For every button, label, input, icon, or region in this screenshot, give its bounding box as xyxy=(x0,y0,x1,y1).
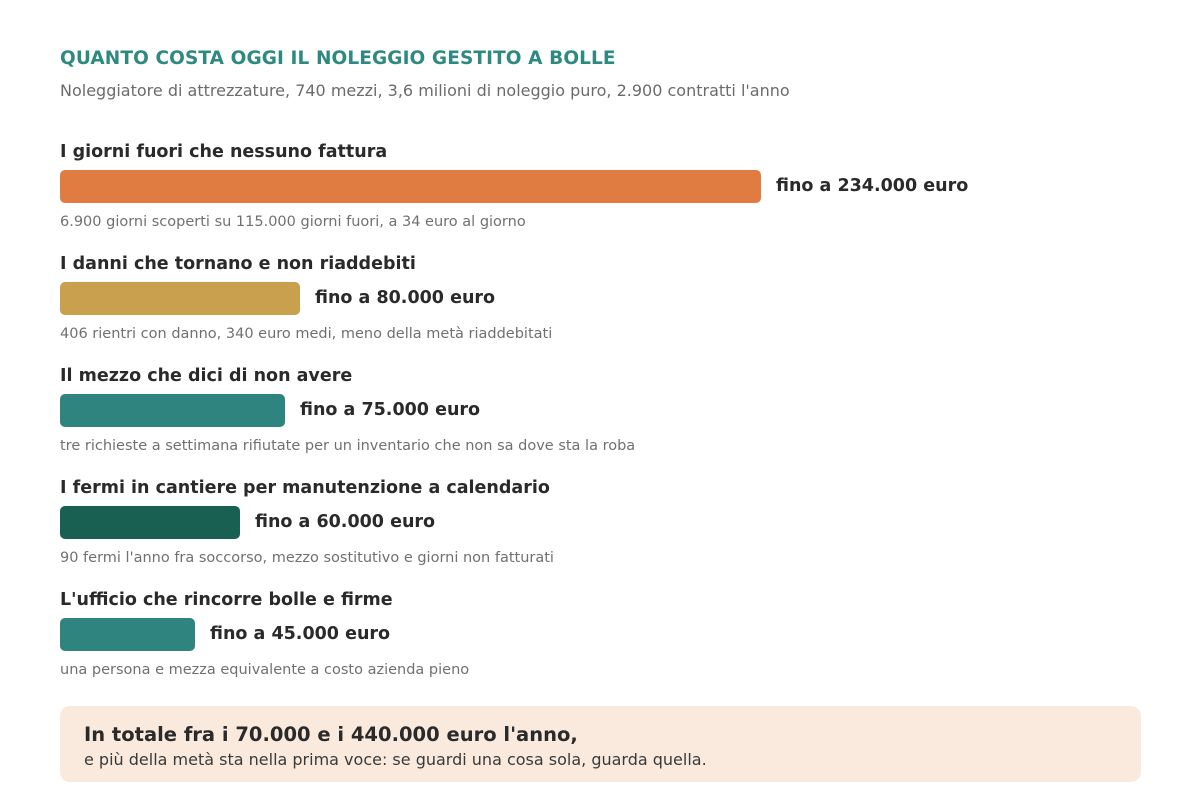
value-label: fino a 234.000 euro xyxy=(776,176,969,196)
bar xyxy=(60,170,761,203)
row-note: una persona e mezza equivalente a costo azienda pieno xyxy=(60,662,470,678)
chart-title: QUANTO COSTA OGGI IL NOLEGGIO GESTITO A BOLLE xyxy=(60,48,616,69)
chart-row xyxy=(60,142,1140,254)
value-label: fino a 80.000 euro xyxy=(315,288,496,308)
bar xyxy=(60,394,285,427)
chart-row xyxy=(60,478,1140,590)
category-label: I giorni fuori che nessuno fattura xyxy=(60,142,388,162)
chart-row xyxy=(60,366,1140,478)
category-label: L'ufficio che rincorre bolle e firme xyxy=(60,590,393,610)
row-note: tre richieste a settimana rifiutate per un inventario che non sa dove sta la roba xyxy=(60,438,636,454)
summary-total: In totale fra i 70.000 e i 440.000 euro l'anno, xyxy=(84,723,578,746)
value-label: fino a 45.000 euro xyxy=(210,624,391,644)
row-note: 90 fermi l'anno fra soccorso, mezzo sostitutivo e giorni non fatturati xyxy=(60,550,554,566)
summary-note: e più della metà sta nella prima voce: se guardi una cosa sola, guarda quella. xyxy=(84,750,707,769)
chart-subtitle: Noleggiatore di attrezzature, 740 mezzi, 3,6 milioni di noleggio puro, 2.900 contratti l'anno xyxy=(60,81,790,100)
category-label: I fermi in cantiere per manutenzione a calendario xyxy=(60,478,550,498)
bar xyxy=(60,506,240,539)
value-label: fino a 60.000 euro xyxy=(255,512,436,532)
bar xyxy=(60,618,195,651)
chart-row xyxy=(60,590,1140,702)
bar-chart xyxy=(60,142,1140,702)
bar xyxy=(60,282,300,315)
row-note: 6.900 giorni scoperti su 115.000 giorni fuori, a 34 euro al giorno xyxy=(60,214,526,230)
summary-box xyxy=(60,706,1141,782)
row-note: 406 rientri con danno, 340 euro medi, meno della metà riaddebitati xyxy=(60,326,553,342)
category-label: Il mezzo che dici di non avere xyxy=(60,366,353,386)
category-label: I danni che tornano e non riaddebiti xyxy=(60,254,416,274)
chart-row xyxy=(60,254,1140,366)
value-label: fino a 75.000 euro xyxy=(300,400,481,420)
